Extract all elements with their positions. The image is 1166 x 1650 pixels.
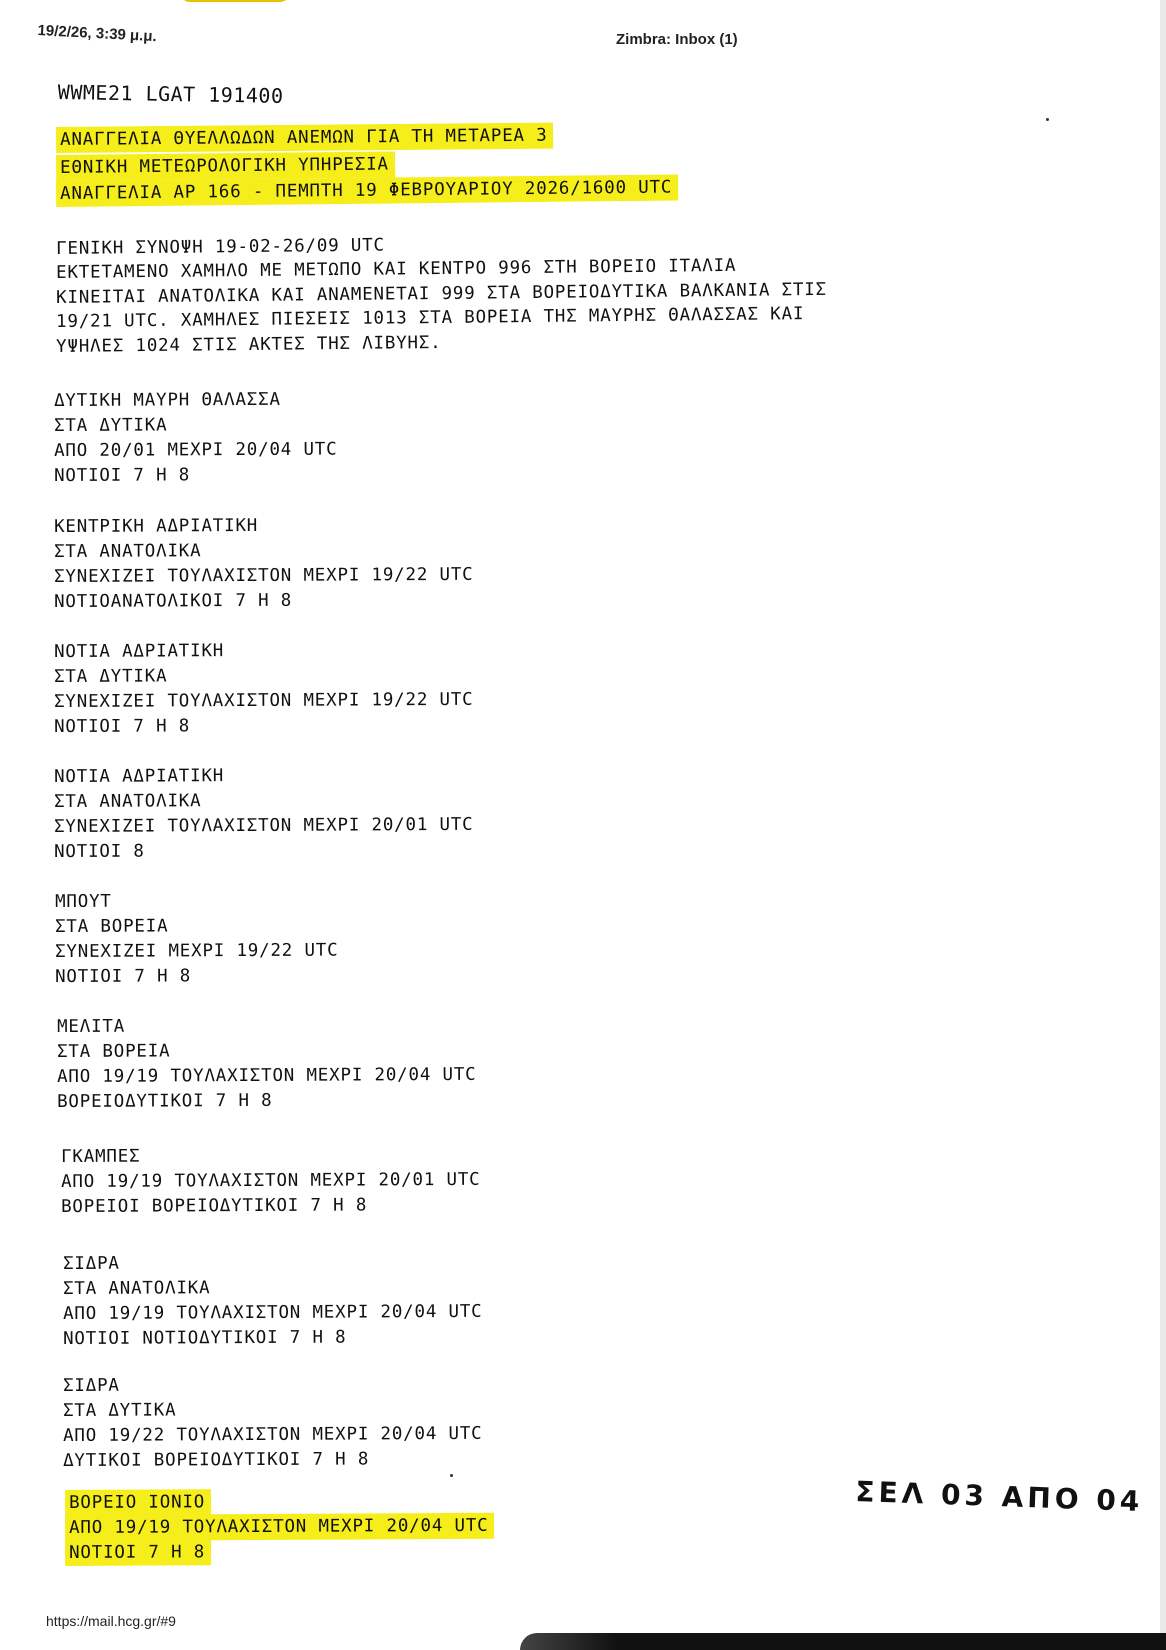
- area-line-text: ΑΠΟ 19/22 ΤΟΥΛΑΧΙΣΤΟΝ ΜΕΧΡΙ 20/04 UTC: [63, 1423, 483, 1446]
- area-line: [54, 564, 474, 588]
- title-line-text: ΕΘΝΙΚΗ ΜΕΤΕΩΡΟΛΟΓΙΚΗ ΥΠΗΡΕΣΙΑ: [56, 151, 395, 181]
- area-line-text: ΑΠΟ 19/19 ΤΟΥΛΑΧΙΣΤΟΝ ΜΕΧΡΙ 20/01 UTC: [61, 1169, 481, 1192]
- area-name-text: ΜΕΛΙΤΑ: [57, 1016, 126, 1037]
- area-line-text: ΝΟΤΙΟΙ 7 Η 8: [54, 716, 191, 737]
- area-line: [54, 689, 474, 713]
- area-line: [57, 1040, 170, 1063]
- area-line-text: ΣΤΑ ΒΟΡΕΙΑ: [55, 916, 169, 937]
- synopsis-line-text: 19/21 UTC. ΧΑΜΗΛΕΣ ΠΙΕΣΕΙΣ 1013 ΣΤΑ ΒΟΡΕΙΑ ΤΗΣ ΜΑΥΡΗΣ ΘΑΛΑΣΣΑΣ ΚΑΙ: [56, 304, 805, 332]
- area-line-text: ΣΤΑ ΑΝΑΤΟΛΙΚΑ: [63, 1278, 211, 1299]
- area-line-text: ΑΠΟ 19/19 ΤΟΥΛΑΧΙΣΤΟΝ ΜΕΧΡΙ 20/04 UTC: [65, 1513, 495, 1541]
- synopsis-line-text: ΓΕΝΙΚΗ ΣΥΝΟΨΗ 19-02-26/09 UTC: [56, 235, 385, 259]
- area-line: [55, 915, 168, 938]
- area-line-text: ΣΥΝΕΧΙΖΕΙ ΤΟΥΛΑΧΙΣΤΟΝ ΜΕΧΡΙ 19/22 UTC: [54, 689, 474, 712]
- area-name: [54, 765, 224, 788]
- area-name-text: ΔΥΤΙΚΗ ΜΑΥΡΗ ΘΑΛΑΣΣΑ: [54, 389, 281, 411]
- area-line: [54, 439, 338, 462]
- area-line: [63, 1301, 483, 1325]
- area-line: [63, 1277, 210, 1300]
- area-line: [54, 814, 474, 838]
- area-name: [55, 891, 112, 913]
- area-line: [61, 1169, 481, 1193]
- title-line-text: ΑΝΑΓΓΕΛΙΑ ΑΡ 166 - ΠΕΜΠΤΗ 19 ΦΕΒΡΟΥΑΡΙΟΥ 2026/1600 UTC: [56, 174, 678, 207]
- area-name: [63, 1253, 120, 1275]
- area-line-text: ΝΟΤΙΟΙ 8: [54, 841, 145, 862]
- area-line: [55, 940, 339, 963]
- area-line: [54, 715, 190, 738]
- area-line-text: ΣΤΑ ΒΟΡΕΙΑ: [57, 1041, 171, 1062]
- area-name-text: ΓΚΑΜΠΕΣ: [61, 1146, 141, 1167]
- area-line: [57, 1090, 273, 1113]
- area-line-text: ΝΟΤΙΟΙ ΝΟΤΙΟΔΥΤΙΚΟΙ 7 Η 8: [63, 1327, 347, 1349]
- area-line-text: ΣΥΝΕΧΙΖΕΙ ΤΟΥΛΑΧΙΣΤΟΝ ΜΕΧΡΙ 19/22 UTC: [54, 564, 474, 587]
- area-name-text: ΝΟΤΙΑ ΑΔΡΙΑΤΙΚΗ: [54, 641, 225, 662]
- area-line-text: ΣΤΑ ΔΥΤΙΚΑ: [54, 666, 168, 687]
- area-line-text: ΣΤΑ ΔΥΤΙΚΑ: [63, 1400, 177, 1421]
- area-line-text: ΝΟΤΙΟΙ 7 Η 8: [54, 465, 191, 486]
- area-name-text: ΚΕΝΤΡΙΚΗ ΑΔΡΙΑΤΙΚΗ: [54, 515, 259, 537]
- area-name: [63, 1375, 120, 1397]
- paper-edge-bottom: [520, 1633, 1166, 1650]
- area-line: [54, 841, 145, 863]
- area-line-text: ΣΤΑ ΔΥΤΙΚΑ: [54, 415, 168, 436]
- area-line-text: ΣΥΝΕΧΙΖΕΙ ΜΕΧΡΙ 19/22 UTC: [55, 940, 339, 962]
- area-line-text: ΑΠΟ 19/19 ΤΟΥΛΑΧΙΣΤΟΝ ΜΕΧΡΙ 20/04 UTC: [63, 1301, 483, 1324]
- area-name: [61, 1146, 140, 1168]
- handwritten-page-number: ΣΕΛ 03 ΑΠΟ 04: [854, 1475, 1144, 1519]
- speck: [1046, 118, 1049, 121]
- area-line-text: ΝΟΤΙΟΙ 7 Η 8: [65, 1539, 211, 1566]
- area-line: [54, 414, 167, 437]
- area-name-text: ΣΙΔΡΑ: [63, 1375, 120, 1396]
- area-line-text: ΣΤΑ ΑΝΑΤΟΛΙΚΑ: [54, 791, 202, 812]
- paper-edge-right: [1160, 0, 1166, 1650]
- speck: [450, 1474, 453, 1477]
- print-page-title: Zimbra: Inbox (1): [616, 31, 738, 48]
- area-line: [63, 1327, 347, 1350]
- title-line: [56, 153, 395, 179]
- area-line-text: ΝΟΤΙΟΙ 7 Η 8: [55, 966, 192, 987]
- area-line: [61, 1194, 367, 1218]
- area-name: [54, 640, 224, 663]
- area-line: [54, 590, 292, 613]
- area-line-text: ΑΠΟ 19/19 ΤΟΥΛΑΧΙΣΤΟΝ ΜΕΧΡΙ 20/04 UTC: [57, 1064, 477, 1087]
- area-line-text: ΣΤΑ ΑΝΑΤΟΛΙΚΑ: [54, 541, 202, 562]
- title-line-text: ΑΝΑΓΓΕΛΙΑ ΘΥΕΛΛΩΔΩΝ ΑΝΕΜΩΝ ΓΙΑ ΤΗ ΜΕΤΑΡΕΑ 3: [56, 123, 554, 153]
- area-line: [54, 665, 167, 688]
- area-line: [55, 965, 191, 988]
- area-name: [65, 1491, 211, 1514]
- bulletin-header-code: WWME21 LGAT 191400: [57, 80, 284, 108]
- print-timestamp: 19/2/26, 3:39 μ.μ.: [37, 22, 158, 46]
- area-name-text: ΜΠΟΥΤ: [55, 891, 112, 912]
- synopsis-line: [56, 332, 442, 358]
- title-line: [56, 125, 554, 151]
- area-line: [57, 1064, 477, 1088]
- area-line: [65, 1541, 211, 1564]
- synopsis-line-text: ΚΙΝΕΙΤΑΙ ΑΝΑΤΟΛΙΚΑ ΚΑΙ ΑΝΑΜΕΝΕΤΑΙ 999 ΣΤΑ ΒΟΡΕΙΟΔΥΤΙΚΑ ΒΑΛΚΑΝΙΑ ΣΤΙΣ: [56, 279, 828, 308]
- area-line: [63, 1448, 369, 1472]
- area-line-text: ΝΟΤΙΟΑΝΑΤΟΛΙΚΟΙ 7 Η 8: [54, 590, 293, 612]
- synopsis-line-text: ΥΨΗΛΕΣ 1024 ΣΤΙΣ ΑΚΤΕΣ ΤΗΣ ΛΙΒΥΗΣ.: [56, 332, 442, 357]
- area-name: [54, 389, 281, 412]
- area-line: [54, 540, 201, 563]
- area-name-text: ΣΙΔΡΑ: [63, 1253, 120, 1274]
- area-name: [57, 1016, 125, 1038]
- synopsis-line-text: ΕΚΤΕΤΑΜΕΝΟ ΧΑΜΗΛΟ ΜΕ ΜΕΤΩΠΟ ΚΑΙ ΚΕΝΤΡΟ 996 ΣΤΗ ΒΟΡΕΙΟ ΙΤΑΛΙΑ: [56, 255, 737, 283]
- paper-edge-top: [180, 0, 290, 2]
- area-line-text: ΔΥΤΙΚΟΙ ΒΟΡΕΙΟΔΥΤΙΚΟΙ 7 Η 8: [63, 1449, 370, 1471]
- area-line-text: ΒΟΡΕΙΟΙ ΒΟΡΕΙΟΔΥΤΙΚΟΙ 7 Η 8: [61, 1195, 368, 1217]
- area-name-text: ΝΟΤΙΑ ΑΔΡΙΑΤΙΚΗ: [54, 766, 225, 787]
- area-line: [63, 1423, 483, 1447]
- area-line-text: ΑΠΟ 20/01 ΜΕΧΡΙ 20/04 UTC: [54, 439, 338, 461]
- synopsis-line: [56, 235, 385, 260]
- area-line-text: ΒΟΡΕΙΟΔΥΤΙΚΟΙ 7 Η 8: [57, 1090, 273, 1112]
- synopsis-line: [56, 255, 736, 284]
- print-footer-url: https://mail.hcg.gr/#9: [46, 1613, 176, 1629]
- area-line-text: ΣΥΝΕΧΙΖΕΙ ΤΟΥΛΑΧΙΣΤΟΝ ΜΕΧΡΙ 20/01 UTC: [54, 814, 474, 837]
- area-name-text: ΒΟΡΕΙΟ ΙΟΝΙΟ: [65, 1489, 211, 1516]
- area-line: [65, 1515, 495, 1539]
- area-name: [54, 515, 258, 538]
- area-line: [63, 1399, 176, 1422]
- title-line: [56, 176, 678, 205]
- area-line: [54, 790, 201, 813]
- area-line: [54, 464, 190, 487]
